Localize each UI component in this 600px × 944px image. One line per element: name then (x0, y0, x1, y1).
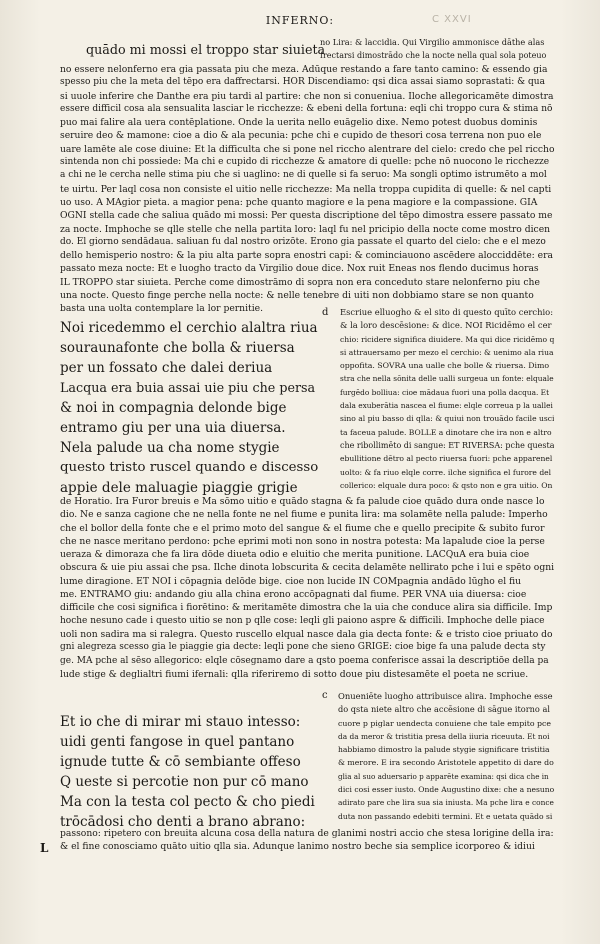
commentary-side-3 (338, 690, 554, 823)
opening-commentary-side (320, 36, 548, 63)
commentary-line: & el fine conosciamo quāto uitio qlla sia. Adunque lanimo nostro beche sia semplice icorporeo & idiui (60, 841, 535, 853)
commentary-line: collerico: elquale dura poco: & qsto non e gra uitio. On (340, 480, 553, 490)
commentary-line: dello hemisperio nostro: & la piu alta parte sopra enostri capi: & cominciauono ascēdere alocciddēte: era (60, 250, 553, 262)
commentary-line: obscura & uie piu assai che psa. Ilche dinota lobscurita & cecita delamēte nellirato pche i lui e spēto ogni (60, 562, 554, 574)
commentary-line: habbiamo dimostro la palude stygie significare tristitia (338, 745, 550, 755)
commentary-line: hoche nesuno cade i questo uitio se non p qlle cose: leqli gli paiono aspre & difficili. Imphoche delle piace (60, 615, 545, 626)
commentary-line: ge. MA pche al sēso allegorico: elqle cōsegnamo dare a qsto poema conferisce assai la descriptiōe della pa (60, 655, 549, 666)
commentary-line: lude stige & deglialtri fiumi ifernali: qlla riferiremo di sotto doue piu distesamēte el poeta ne scriue. (60, 668, 529, 680)
commentary-line: ueraza & dimoraza che fa lira dōde diueta odio e eluitio che merita punitione. LACQuA era buia cioe (60, 549, 530, 561)
commentary-line: gni alegreza scesso gia le piaggie gia decte: leqli pone che sieno GRIGE: cioe bige fa una palude decta sty (60, 642, 546, 653)
commentary-line: passono: ripetero con breuita alcuna cosa della natura de glanimi nostri accio che stesa lorigine della ira: (60, 828, 554, 839)
commentary-line: lume diragione. ET NOI i cōpagnia delōde bige. cioe non lucide IN COMpagnia andādo lūgho el fiu (60, 575, 522, 587)
commentary-line: una nocte. Questo finge perche nella nocte: & nelle tenebre di uiti non dobbiamo stare se non quanto (60, 290, 534, 302)
commentary-line: che ne nasce meritano perdono: pche eprimi moti non sono in nostra potesta: Ma lapalude cioe la perse (60, 535, 545, 547)
commentary-line: uare lamēte ale cose diuine: Et la difficulta che si pone nel riccho alentrare del cielo: credo che pel riccho (60, 143, 554, 155)
commentary-line: no Lira: & laccidia. Qui Virgilio ammonisce dāthe alas (320, 37, 545, 47)
commentary-line: essere difficil cosa ala sensualita lasciar le ricchezze: & ebeni della fortuna: eqli chi troppo cura & stima nō (60, 103, 553, 114)
commentary-line: oppofita. SOVRA una ualle che bolle & riuersa. Dimo (340, 361, 550, 371)
commentary-line: sino al piu basso di qlla: & quiui non trouādo facile usci (340, 414, 554, 424)
commentary-line: uolto: & fa riuo elqle corre. ilche significa el furore del (340, 467, 552, 477)
verse-line: entramo giu per una uia diuersa. (60, 420, 286, 436)
commentary-line: dici cosi esser iusto. Onde Augustino dixe: che a nesuno (338, 785, 554, 795)
verse-line: quādo mi mossi el troppo star siuieta (86, 42, 326, 57)
verse-line: appie dele maluagie piaggie grigie (60, 480, 298, 496)
commentary-line: Escriue elluogho & el sito di questo quīto cerchio: (340, 307, 554, 317)
initial-letter-mark: L (40, 841, 49, 855)
commentary-line: do qsta niete altro che accēsione di sāgue itorno al (338, 704, 550, 715)
verse-line: & noi in compagnia delonde bige (60, 400, 287, 416)
verse-line: Q ueste si percotie non pur cō mano (60, 774, 309, 790)
verse-line: uidi genti fangose in quel pantano (60, 734, 295, 750)
running-head-faded-text: C XXVI (432, 14, 472, 25)
commentary-line: spesso piu che la meta del tēpo era daffrectarsi. HOR Discendiamo: qsi dica assai siamo soprastati: & qua (60, 77, 545, 88)
section-marker: c (322, 690, 328, 701)
commentary-line: no essere nelonferno era gia passata piu che meza. Adūque restando a fare tanto camino: & essendo gia (60, 64, 548, 75)
commentary-line: & la loro descēsione: & dice. NOI Ricidēmo el cer (340, 320, 552, 331)
section-marker: d (322, 307, 329, 318)
running-head-title: INFERNO: (265, 14, 335, 27)
commentary-line: a chi ne le cercha nelle stima piu che si uaglino: ne di quelle si fa seruo: Ma songli optimo istrumēto a mol (60, 170, 547, 181)
commentary-line: uoli non sadira ma si ralegra. Questo ruscello elqual nasce dala gia decta fonte: & e tristo cioe priuato do (60, 628, 553, 640)
commentary-line: stra che nella sōnita delle ualli surgeua un fonte: elquale (340, 374, 554, 384)
verse-line: ignude tutte & cō sembiante offeso (60, 754, 301, 770)
verse-line: souraunafonte che bolla & riuersa (60, 340, 295, 356)
commentary-line: te uirtu. Per laql cosa non consiste el uitio nelle ricchezze: Ma nella troppa cupidita di quelle: & nel capti (60, 183, 552, 195)
commentary-line: si attrauersamo per mezo el cerchio: & uenimo ala riua (340, 347, 554, 357)
running-head (0, 14, 600, 27)
commentary-line: dala exuberātia nascea el fiume: elqle correua p la uallei (340, 401, 553, 411)
commentary-line: za nocte. Imphoche se qlle stelle che nella partita loro: laql fu nel pricipio della nocte come mostro dicen (60, 223, 551, 235)
verse-line: questo tristo ruscel quando e discesso (60, 460, 319, 475)
commentary-line: puo mai falire ala uera contēplatione. Onde la uerita nello euāgelio dixe. Nemo potest duobus dominis (60, 117, 538, 129)
commentary-block-2 (60, 495, 554, 681)
verse-block-3 (60, 712, 318, 832)
commentary-block-1 (60, 63, 554, 316)
commentary-line: me. ENTRAMO giu: andando giu alla china erono accōpagnati dal fiume. PER VNA uia diuersa: cioe (60, 589, 527, 601)
commentary-line: cuore p piglar uendecta conuiene che tale empito pce (338, 718, 552, 728)
commentary-line: ebullitione dētro al pecto riuersa fuori: pche apparenel (340, 454, 553, 464)
commentary-line: & merore. E ira secondo Aristotele appetito di dare do (338, 758, 554, 768)
commentary-line: do. El giorno sendādaua. saliuan fu dal nostro orizōte. Erono gia passate el quarto del cielo: che e el mezo (60, 236, 546, 247)
commentary-side-2 (340, 306, 554, 492)
commentary-line: che el bollor della fonte che e el primo moto del sangue & el fiume che e quello precipite & subito furor (60, 522, 545, 534)
commentary-line: seruire deo & mamone: cioe a dio & ala pecunia: pche chi e cupido de thesori cosa terrena non puo ele (60, 130, 542, 142)
commentary-line: chio: ricidere significa diuidere. Ma qui dice ricidēmo q (340, 334, 554, 344)
verse-block-2 (60, 318, 318, 498)
commentary-line: OGNI stella cade che saliua quādo mi mossi: Per questa discriptione del tēpo dimostra essere passato me (60, 210, 553, 222)
commentary-block-3 (60, 827, 554, 854)
verse-line: trōcādosi cho denti a brano abrano: (60, 814, 306, 830)
commentary-line: uo uso. A MAgior pieta. a magior pena: pche quanto magiore e la pena magiore e la compassione. GIA (60, 196, 538, 208)
commentary-line: de Horatio. Ira Furor breuis e Ma sōmo uitio e quādo stagna & fa palude cioe quādo dura onde nasce lo (60, 496, 545, 507)
commentary-line: si uuole inferire che Danthe era piu tardi al partire: che non si conueniua. Iloche allegoricamēte dimostra (60, 90, 554, 102)
commentary-line: da da meror & tristitia presa della iiuria riceuuta. Et noi (338, 731, 550, 741)
commentary-line: frectarsi dimostrādo che la nocte nella qual sola poteuo (320, 51, 547, 61)
verse-line: Ma con la testa col pecto & cho piedi (60, 794, 315, 810)
verse-line: Noi ricedemmo el cerchio alaltra riua (60, 320, 318, 336)
commentary-line: IL TROPPO star siuieta. Perche come dimostrāmo di sopra non era conceduto stare nelonferno piu che (60, 276, 540, 288)
commentary-line: adirato pare che lira sua sia iniusta. Ma pche lira e conce (338, 798, 554, 808)
commentary-line: duta non passando edebiti termini. Et e uetata quādo si (338, 811, 553, 821)
commentary-line: basta una uolta contemplare la lor pernitie. (60, 303, 264, 315)
commentary-line: ta faceua palude. BOLLE a dinotare che ira non e altro (340, 427, 552, 437)
commentary-line: glia al suo aduersario p apparēte examina: qsi dica che in (338, 771, 549, 781)
commentary-line: passato meza nocte: Et e luogho tracto da Virgilio doue dice. Nox ruit Eneas nos flendo ducimus horas (60, 263, 539, 275)
verse-line: Nela palude ua cha nome stygie (60, 440, 280, 456)
verse-line: per un fossato che dalei deriua (60, 360, 273, 376)
verse-line: Lacqua era buia assai uie piu che persa (60, 380, 316, 395)
commentary-line: sintenda non chi possiede: Ma chi e cupido di ricchezze & amatore di quelle: pche nō nuocono le ricchezze (60, 157, 550, 168)
commentary-line: Onueniēte luogho attribuisce alira. Imphoche esse (338, 691, 553, 701)
commentary-line: furgēdo bolliua: cioe mādaua fuori una polla dacqua. Et (340, 387, 550, 397)
commentary-line: dio. Ne e sanza cagione che ne nella fonte ne nel fiume e punita lira: ma solamēte nella palude: Imperho (60, 509, 548, 521)
opening-verse (86, 40, 326, 60)
commentary-line: che ribollimēto di sangue: ET RIVERSA: pche questa (340, 440, 554, 450)
verse-line: Et io che di mirar mi stauo intesso: (60, 714, 301, 730)
commentary-line: difficile che cosi significa i fiorētino: & meritamēte dimostra che la uia che conduce alira sia difficile. Imp (60, 602, 553, 614)
